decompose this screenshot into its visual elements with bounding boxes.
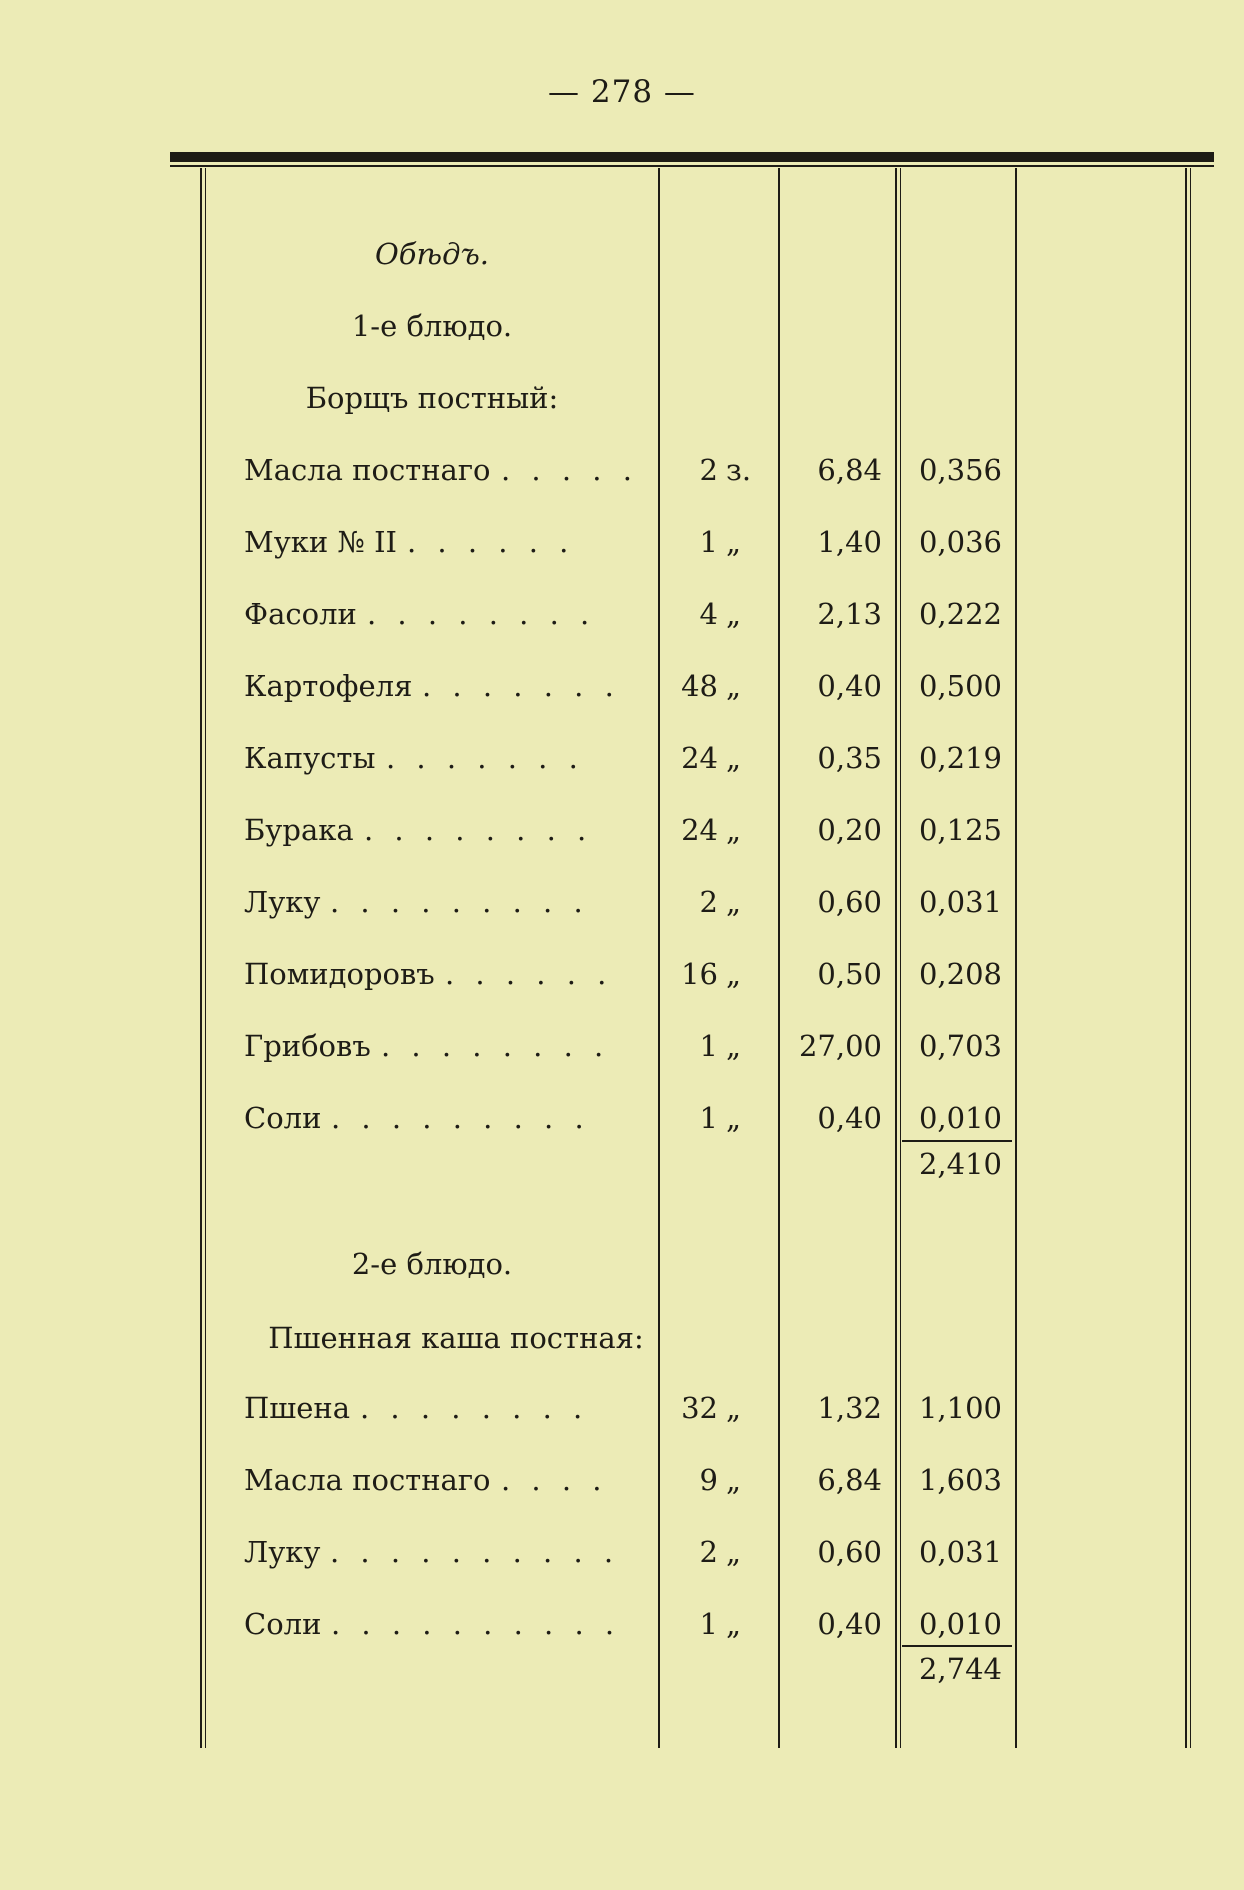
dish1-row-unit: „ xyxy=(726,885,742,919)
dish1-row-cost: 0,500 xyxy=(918,669,1002,703)
top-rule xyxy=(170,152,1214,162)
dish1-row-cost: 0,703 xyxy=(918,1029,1002,1063)
col-line-left xyxy=(200,168,202,1748)
dish1-row-qty: 2 xyxy=(699,453,718,487)
dish1-row-item-name: Луку xyxy=(244,885,321,919)
dish1-row-cost: 0,010 xyxy=(918,1101,1002,1135)
dish1-row-qty: 4 xyxy=(699,597,718,631)
dish1-row-qty: 1 xyxy=(699,525,718,559)
dish2-title: 2-е блюдо. xyxy=(351,1247,513,1281)
dish1-row-qty: 2 xyxy=(699,885,718,919)
dish1-row-price: 6,84 xyxy=(817,453,882,487)
col-line-right xyxy=(1185,168,1187,1748)
dish1-row-item-name: Муки № II xyxy=(244,525,398,559)
dish1-row-unit: „ xyxy=(726,525,742,559)
page-number: — 278 — xyxy=(548,74,696,110)
dish2-row-cost: 1,603 xyxy=(918,1463,1002,1497)
top-rule-thin xyxy=(170,165,1214,167)
dish2-row-unit: „ xyxy=(726,1607,742,1641)
dish1-row-item-dots: . . . . . . . xyxy=(422,669,620,703)
dish2-row-item-name: Соли xyxy=(244,1607,322,1641)
dish2-name: Пшенная каша постная: xyxy=(268,1321,644,1355)
dish1-row-price: 0,40 xyxy=(817,669,882,703)
dish1-row-item-name: Капусты xyxy=(244,741,376,775)
dish2-row-price: 0,60 xyxy=(817,1535,882,1569)
dish1-row-qty: 1 xyxy=(699,1101,718,1135)
col-line-price-inner xyxy=(900,168,901,1748)
dish1-row-item-dots: . . . . . . . . . xyxy=(331,1101,590,1135)
dish2-row-cost: 1,100 xyxy=(918,1391,1002,1425)
dish1-row-price: 2,13 xyxy=(817,597,882,631)
dish1-row-item-dots: . . . . . . . . xyxy=(364,813,593,847)
dish1-total: 2,410 xyxy=(918,1147,1002,1181)
dish1-row-qty: 24 xyxy=(681,741,718,775)
dish1-name: Борщъ постный: xyxy=(305,381,559,415)
col-line-cost xyxy=(1015,168,1017,1748)
dish1-row-item-dots: . . . . . . . . xyxy=(381,1029,610,1063)
dish2-row-unit: „ xyxy=(726,1535,742,1569)
dish2-row-item-dots: . . . . . . . . . . xyxy=(330,1535,620,1569)
dish1-row-cost: 0,031 xyxy=(918,885,1002,919)
dish1-row-cost: 0,036 xyxy=(918,525,1002,559)
dish1-row-unit: „ xyxy=(726,669,742,703)
dish1-row-item-dots: . . . . . . . . xyxy=(367,597,596,631)
dish2-row-item-dots: . . . . . . . . xyxy=(360,1391,589,1425)
dish2-row-item-dots: . . . . . . . . . . xyxy=(331,1607,621,1641)
dish1-row-qty: 1 xyxy=(699,1029,718,1063)
dish1-row-unit: „ xyxy=(726,1029,742,1063)
dish1-row-unit: „ xyxy=(726,1101,742,1135)
dish2-row-item-dots: . . . . xyxy=(501,1463,608,1497)
dish1-sum-line xyxy=(902,1140,1012,1142)
dish2-sum-line xyxy=(902,1645,1012,1647)
dish1-row-item-name: Грибовъ xyxy=(244,1029,371,1063)
dish1-row-cost: 0,222 xyxy=(918,597,1002,631)
dish1-row-item-name: Картофеля xyxy=(244,669,413,703)
dish1-row-unit: „ xyxy=(726,597,742,631)
dish2-row-cost: 0,010 xyxy=(918,1607,1002,1641)
dish1-row-item-dots: . . . . . . . . . xyxy=(330,885,589,919)
dish2-row-qty: 32 xyxy=(681,1391,718,1425)
dish1-row-qty: 16 xyxy=(681,957,718,991)
dish2-row-qty: 9 xyxy=(699,1463,718,1497)
dish1-row-item-dots: . . . . . . xyxy=(407,525,575,559)
dish1-row-item-name: Фасоли xyxy=(244,597,357,631)
dish1-row-item-name: Масла постнаго xyxy=(244,453,491,487)
dish1-row-price: 0,50 xyxy=(817,957,882,991)
dish2-row-item-name: Пшена xyxy=(244,1391,351,1425)
dish1-row-unit: „ xyxy=(726,957,742,991)
dish2-row-price: 6,84 xyxy=(817,1463,882,1497)
dish1-row-item-dots: . . . . . . xyxy=(445,957,613,991)
dish1-row-item-name: Помидоровъ xyxy=(244,957,435,991)
dish1-row-qty: 48 xyxy=(681,669,718,703)
dish1-row-price: 0,20 xyxy=(817,813,882,847)
dish1-row-price: 0,40 xyxy=(817,1101,882,1135)
dish2-row-unit: „ xyxy=(726,1391,742,1425)
dish2-total: 2,744 xyxy=(918,1652,1002,1686)
dish1-row-price: 0,60 xyxy=(817,885,882,919)
dish1-row-item-dots: . . . . . . . xyxy=(386,741,584,775)
dish1-row-item-name: Бурака xyxy=(244,813,354,847)
dish2-row-unit: „ xyxy=(726,1463,742,1497)
col-line-price xyxy=(895,168,897,1748)
dish1-row-price: 27,00 xyxy=(798,1029,882,1063)
dish2-row-qty: 2 xyxy=(699,1535,718,1569)
dish1-row-price: 1,40 xyxy=(817,525,882,559)
dish2-row-item-name: Луку xyxy=(244,1535,321,1569)
dish1-row-cost: 0,208 xyxy=(918,957,1002,991)
meal-title: Обѣдъ. xyxy=(375,237,489,271)
dish1-row-unit: „ xyxy=(726,813,742,847)
col-line-qty xyxy=(658,168,660,1748)
dish2-row-qty: 1 xyxy=(699,1607,718,1641)
dish1-row-cost: 0,356 xyxy=(918,453,1002,487)
dish2-row-cost: 0,031 xyxy=(918,1535,1002,1569)
dish1-row-cost: 0,125 xyxy=(918,813,1002,847)
dish2-row-item-name: Масла постнаго xyxy=(244,1463,491,1497)
dish1-title: 1-е блюдо. xyxy=(351,309,513,343)
dish1-row-qty: 24 xyxy=(681,813,718,847)
dish1-row-item-name: Соли xyxy=(244,1101,322,1135)
dish1-row-unit: з. xyxy=(726,453,752,487)
dish1-row-item-dots: . . . . . xyxy=(501,453,638,487)
dish2-row-price: 0,40 xyxy=(817,1607,882,1641)
col-line-right-inner xyxy=(1190,168,1191,1748)
dish2-row-price: 1,32 xyxy=(817,1391,882,1425)
col-line-unit xyxy=(778,168,780,1748)
dish1-row-unit: „ xyxy=(726,741,742,775)
dish1-row-cost: 0,219 xyxy=(918,741,1002,775)
dish1-row-price: 0,35 xyxy=(817,741,882,775)
